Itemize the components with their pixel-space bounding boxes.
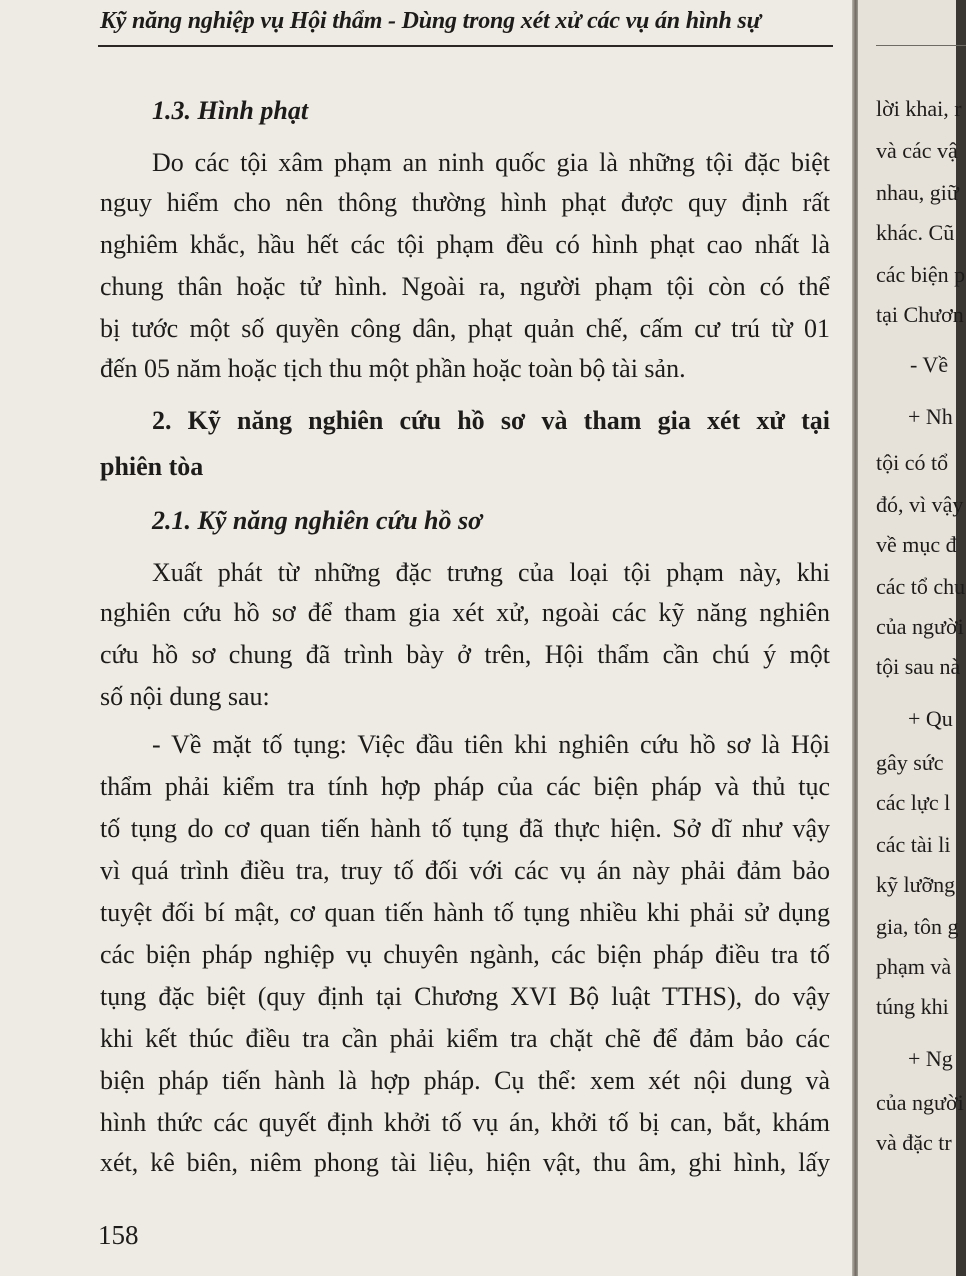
right-text-fragment: tội có tổ	[876, 450, 949, 475]
text-line: tuyệt đối bí mật, cơ quan tiến hành tố tụng nhiều khi phải sử dụng	[100, 898, 830, 927]
right-text-fragment: - Về	[910, 352, 949, 377]
heading-2-line-1: 2. Kỹ năng nghiên cứu hồ sơ và tham gia xét xử tại	[152, 406, 830, 435]
right-text-fragment: và các vậ	[876, 138, 958, 163]
right-text-fragment: các lực l	[876, 790, 951, 815]
right-text-fragment: các biện p	[876, 262, 966, 287]
text-line: nghiêm khắc, hầu hết các tội phạm đều có hình phạt cao nhất là	[100, 230, 830, 259]
right-text-fragment: phạm và	[876, 954, 952, 979]
text-line: đến 05 năm hoặc tịch thu một phần hoặc toàn bộ tài sản.	[100, 354, 686, 383]
text-line: nguy hiểm cho nên thông thường hình phạt được quy định rất	[100, 188, 830, 217]
header-rule	[98, 45, 833, 47]
text-line: khi kết thúc điều tra cần phải kiểm tra chặt chẽ để đảm bảo các	[100, 1024, 830, 1053]
right-text-fragment: tội sau nà	[876, 654, 961, 679]
right-text-fragment: các tổ chu	[876, 574, 966, 599]
text-line: tụng đặc biệt (quy định tại Chương XVI Bộ luật TTHS), do vậy	[100, 982, 830, 1011]
right-text-fragment: + Ng	[908, 1046, 953, 1071]
right-text-fragment: nhau, giữ	[876, 180, 959, 205]
heading-1-3: 1.3. Hình phạt	[152, 96, 309, 125]
text-line: bị tước một số quyền công dân, phạt quản chế, cấm cư trú từ 01	[100, 314, 830, 343]
text-line: Do các tội xâm phạm an ninh quốc gia là những tội đặc biệt	[152, 148, 830, 177]
text-line: thẩm phải kiểm tra tính hợp pháp của các biện pháp và thủ tục	[100, 772, 830, 801]
right-text-fragment: lời khai, r	[876, 96, 962, 121]
right-text-fragment: về mục đ	[876, 532, 957, 557]
right-text-fragment: của người	[876, 614, 964, 639]
right-text-fragment: + Nh	[908, 404, 953, 429]
text-line: xét, kê biên, niêm phong tài liệu, hiện vật, thu âm, ghi hình, lấy	[100, 1148, 830, 1177]
right-text-fragment: đó, vì vậy	[876, 492, 964, 517]
right-text-fragment: tại Chươn	[876, 302, 964, 327]
text-line: hình thức các quyết định khởi tố vụ án, khởi tố bị can, bắt, khám	[100, 1108, 830, 1137]
right-header-rule	[876, 45, 966, 46]
text-line: tố tụng do cơ quan tiến hành tố tụng đã thực hiện. Sở dĩ như vậy	[100, 814, 830, 843]
text-line: các biện pháp nghiệp vụ chuyên ngành, các biện pháp điều tra tố	[100, 940, 830, 969]
text-line: cứu hồ sơ chung đã trình bày ở trên, Hội thẩm cần chú ý một	[100, 640, 830, 669]
right-text-fragment: khác. Cũ	[876, 220, 955, 245]
right-text-fragment: + Qu	[908, 706, 953, 731]
text-line: - Về mặt tố tụng: Việc đầu tiên khi nghiên cứu hồ sơ là Hội	[152, 730, 830, 759]
text-line: biện pháp tiến hành là hợp pháp. Cụ thể: xem xét nội dung và	[100, 1066, 830, 1095]
right-text-fragment: gây sức	[876, 750, 944, 775]
text-line: chung thân hoặc tử hình. Ngoài ra, người phạm tội còn có thể	[100, 272, 830, 301]
text-line: vì quá trình điều tra, truy tố đối với các vụ án này phải đảm bảo	[100, 856, 830, 885]
right-page	[858, 0, 966, 1276]
right-text-fragment: của người	[876, 1090, 964, 1115]
right-text-fragment: và đặc tr	[876, 1130, 952, 1155]
page-number: 158	[98, 1220, 139, 1250]
right-text-fragment: các tài li	[876, 832, 951, 857]
right-text-fragment: túng khi	[876, 994, 949, 1019]
text-line: số nội dung sau:	[100, 682, 270, 711]
right-text-fragment: kỹ lưỡng	[876, 872, 956, 897]
text-line: Xuất phát từ những đặc trưng của loại tội phạm này, khi	[152, 558, 830, 587]
running-head: Kỹ năng nghiệp vụ Hội thẩm - Dùng trong xét xử các vụ án hình sự	[100, 8, 761, 34]
text-line: nghiên cứu hồ sơ để tham gia xét xử, ngoài các kỹ năng nghiên	[100, 598, 830, 627]
heading-2-1: 2.1. Kỹ năng nghiên cứu hồ sơ	[152, 506, 483, 535]
heading-2-line-2: phiên tòa	[100, 452, 204, 481]
right-text-fragment: gia, tôn g	[876, 914, 959, 939]
